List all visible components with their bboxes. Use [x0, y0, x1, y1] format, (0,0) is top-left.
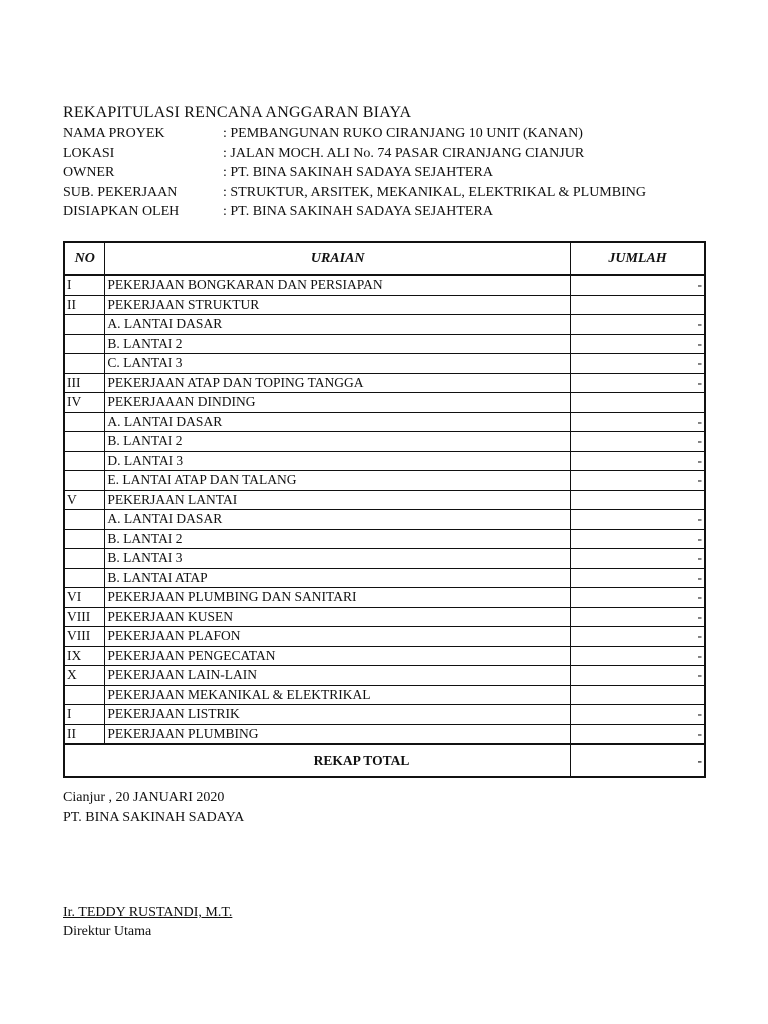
cell-no: II [64, 724, 105, 744]
cell-uraian: PEKERJAAN ATAP DAN TOPING TANGGA [105, 373, 571, 393]
table-row [64, 393, 705, 413]
table-row [64, 607, 705, 627]
cell-uraian: PEKERJAAN PLUMBING [105, 724, 571, 744]
table-row [64, 471, 705, 491]
table-row [64, 451, 705, 471]
cell-uraian: C. LANTAI 3 [105, 354, 571, 374]
cell-no [64, 334, 105, 354]
cell-no: I [64, 705, 105, 725]
table-row [64, 432, 705, 452]
info-row-sub-work [63, 183, 646, 203]
cell-jumlah [571, 393, 705, 413]
cell-no: IV [64, 393, 105, 413]
cell-no [64, 412, 105, 432]
cell-uraian: B. LANTAI 2 [105, 334, 571, 354]
cell-no: II [64, 295, 105, 315]
total-value: - [571, 744, 705, 777]
info-value: : PEMBANGUNAN RUKO CIRANJANG 10 UNIT (KANAN) [223, 126, 583, 141]
table-header-row [64, 242, 705, 275]
header-jumlah: JUMLAH [571, 242, 705, 275]
table-row [64, 373, 705, 393]
cell-jumlah: - [571, 666, 705, 686]
cell-no [64, 432, 105, 452]
cell-no: VI [64, 588, 105, 608]
info-row-location [63, 144, 646, 164]
table-row [64, 510, 705, 530]
table-row [64, 275, 705, 295]
cell-jumlah: - [571, 607, 705, 627]
cell-uraian: B. LANTAI ATAP [105, 568, 571, 588]
document-title: REKAPITULASI RENCANA ANGGARAN BIAYA [63, 104, 412, 121]
table-row [64, 646, 705, 666]
cell-uraian: PEKERJAAN LAIN-LAIN [105, 666, 571, 686]
cell-jumlah: - [571, 549, 705, 569]
cell-uraian: B. LANTAI 2 [105, 529, 571, 549]
signer-position: Direktur Utama [63, 924, 152, 939]
cell-jumlah: - [571, 334, 705, 354]
cell-uraian: B. LANTAI 2 [105, 432, 571, 452]
table-row [64, 412, 705, 432]
info-value: : JALAN MOCH. ALI No. 74 PASAR CIRANJANG CIANJUR [223, 145, 585, 161]
table-row [64, 588, 705, 608]
cell-no: X [64, 666, 105, 686]
cell-jumlah: - [571, 724, 705, 744]
cell-no [64, 354, 105, 374]
table-row [64, 705, 705, 725]
table-row [64, 315, 705, 335]
cell-no [64, 568, 105, 588]
total-row [64, 744, 705, 777]
cell-jumlah: - [571, 451, 705, 471]
cell-uraian: PEKERJAAN PENGECATAN [105, 646, 571, 666]
cell-uraian: PEKERJAAN PLUMBING DAN SANITARI [105, 588, 571, 608]
cell-jumlah [571, 295, 705, 315]
cell-jumlah: - [571, 588, 705, 608]
cell-no [64, 685, 105, 705]
cell-jumlah: - [571, 412, 705, 432]
info-label: NAMA PROYEK [63, 126, 165, 141]
cell-jumlah [571, 490, 705, 510]
cell-no [64, 549, 105, 569]
cell-no [64, 315, 105, 335]
cell-uraian: E. LANTAI ATAP DAN TALANG [105, 471, 571, 491]
cell-uraian: PEKERJAAN STRUKTUR [105, 295, 571, 315]
cell-no: I [64, 275, 105, 295]
header-no: NO [64, 242, 105, 275]
cell-uraian: PEKERJAAN PLAFON [105, 627, 571, 647]
cell-uraian: PEKERJAAN BONGKARAN DAN PERSIAPAN [105, 275, 571, 295]
table-row [64, 685, 705, 705]
info-row-owner [63, 163, 646, 183]
cell-jumlah: - [571, 315, 705, 335]
signer-name: Ir. TEDDY RUSTANDI, M.T. [63, 905, 233, 920]
info-label: DISIAPKAN OLEH [63, 204, 180, 219]
cell-uraian: A. LANTAI DASAR [105, 510, 571, 530]
company-name: PT. BINA SAKINAH SADAYA [63, 810, 245, 825]
table-row [64, 549, 705, 569]
info-value: : PT. BINA SAKINAH SADAYA SEJAHTERA [223, 165, 493, 180]
cell-jumlah: - [571, 627, 705, 647]
info-row-project [63, 124, 646, 144]
cell-no: VIII [64, 607, 105, 627]
cell-no [64, 510, 105, 530]
table-row [64, 724, 705, 744]
cell-jumlah: - [571, 432, 705, 452]
place-date: Cianjur , 20 JANUARI 2020 [63, 790, 225, 805]
header-uraian: URAIAN [105, 242, 571, 275]
cell-no [64, 451, 105, 471]
cell-jumlah: - [571, 275, 705, 295]
table-row [64, 334, 705, 354]
cell-jumlah: - [571, 354, 705, 374]
cell-uraian: PEKERJAAN LANTAI [105, 490, 571, 510]
cell-no [64, 471, 105, 491]
cell-uraian: B. LANTAI 3 [105, 549, 571, 569]
total-label: REKAP TOTAL [64, 744, 571, 777]
cell-uraian: A. LANTAI DASAR [105, 315, 571, 335]
info-value: : STRUKTUR, ARSITEK, MEKANIKAL, ELEKTRIKAL & PLUMBING [223, 184, 646, 200]
cell-jumlah: - [571, 705, 705, 725]
table-row [64, 295, 705, 315]
cell-jumlah [571, 685, 705, 705]
cell-uraian: PEKERJAAAN DINDING [105, 393, 571, 413]
info-label: LOKASI [63, 145, 115, 161]
cell-no [64, 529, 105, 549]
cell-uraian: PEKERJAAN MEKANIKAL & ELEKTRIKAL [105, 685, 571, 705]
cell-uraian: D. LANTAI 3 [105, 451, 571, 471]
cell-jumlah: - [571, 529, 705, 549]
table-row [64, 627, 705, 647]
info-row-prepared-by [63, 202, 646, 222]
cell-no: VIII [64, 627, 105, 647]
info-label: SUB. PEKERJAAN [63, 184, 178, 200]
cell-uraian: PEKERJAAN KUSEN [105, 607, 571, 627]
cell-jumlah: - [571, 373, 705, 393]
cell-uraian: PEKERJAAN LISTRIK [105, 705, 571, 725]
info-label: OWNER [63, 165, 115, 180]
table-row [64, 529, 705, 549]
cell-no: III [64, 373, 105, 393]
table-row [64, 568, 705, 588]
cell-jumlah: - [571, 510, 705, 530]
cell-jumlah: - [571, 471, 705, 491]
info-value: : PT. BINA SAKINAH SADAYA SEJAHTERA [223, 204, 493, 219]
project-info [63, 124, 646, 222]
table-row [64, 354, 705, 374]
cell-uraian: A. LANTAI DASAR [105, 412, 571, 432]
cell-no: V [64, 490, 105, 510]
cell-jumlah: - [571, 646, 705, 666]
cell-no: IX [64, 646, 105, 666]
budget-recap-table [63, 241, 706, 778]
cell-jumlah: - [571, 568, 705, 588]
table-row [64, 490, 705, 510]
table-row [64, 666, 705, 686]
